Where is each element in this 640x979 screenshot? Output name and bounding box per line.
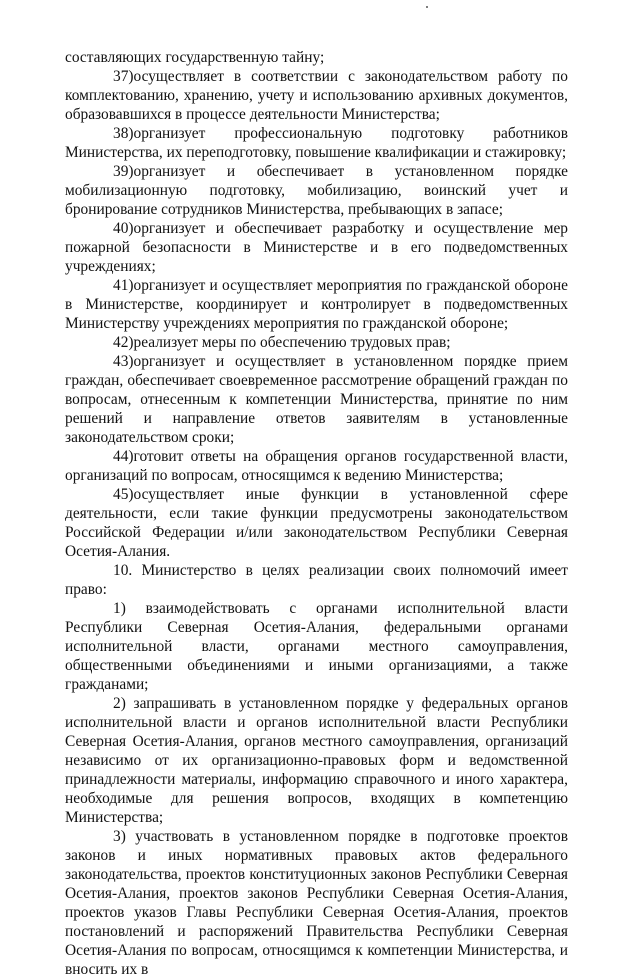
- paragraph-item-40: 40)организует и обеспечивает разработку и осуществление мер пожарной безопасности в Министерстве и в его подведомственных учреждениях;: [65, 220, 568, 275]
- paragraph-item-45: 45)осуществляет иные функции в установленной сфере деятельности, если такие функции предусмотрены законодательством Российской Федерации и/или законодательством Республики Северная Осетия-Алания.: [65, 486, 568, 560]
- paragraph-item-39: 39)организует и обеспечивает в установленном порядке мобилизационную подготовку, мобилизацию, воинский учет и бронирование сотрудников Министерства, пребывающих в запасе;: [65, 163, 568, 218]
- paragraph-item-42: 42)реализует меры по обеспечению трудовых прав;: [113, 334, 451, 351]
- document-body: [65, 48, 568, 979]
- right-item-3: 3) участвовать в установленном порядке в подготовке проектов законов и иных нормативных правовых актов федерального законодательства, проектов конституционных законов Республики Северная Осетия-Алания, проектов законов Республики Северная Осетия-Алания, проектов указов Главы Республики Северная Осетия-Алания, проектов постановлений и распоряжений Правительства Республики Северная Осетия-Алания по вопросам, относящимся к компетенции Министерства, и вносить их в: [65, 828, 568, 978]
- paragraph-continuation: составляющих государственную тайну;: [65, 49, 325, 66]
- paragraph-item-41: 41)организует и осуществляет мероприятия по гражданской обороне в Министерстве, координирует и контролирует в подведомственных Министерству учреждениях мероприятия по гражданской обороне;: [65, 277, 568, 332]
- right-item-1: 1) взаимодействовать с органами исполнительной власти Республики Северная Осетия-Алания, федеральными органами исполнительной власти, органами местного самоуправления, общественными объединениями и иными организациями, а также гражданами;: [65, 600, 568, 693]
- paragraph-item-44: 44)готовит ответы на обращения органов государственной власти, организаций по вопросам, относящимся к ведению Министерства;: [65, 448, 568, 484]
- section-10-heading: 10. Министерство в целях реализации своих полномочий имеет право:: [65, 562, 568, 598]
- paragraph-item-37: 37)осуществляет в соответствии с законодательством работу по комплектованию, хранению, учету и использованию архивных документов, образовавшихся в процессе деятельности Министерства;: [65, 68, 568, 123]
- paragraph-item-43: 43)организует и осуществляет в установленном порядке прием граждан, обеспечивает своевременное рассмотрение обращений граждан по вопросам, отнесенным к компетенции Министерства, принятие по ним решений и направление ответов заявителям в установленные законодательством сроки;: [65, 353, 568, 446]
- right-item-2: 2) запрашивать в установленном порядке у федеральных органов исполнительной власти и органов исполнительной власти Республики Северная Осетия-Алания, органов местного самоуправления, организаций независимо от их организационно-правовых форм и ведомственной принадлежности материалы, информацию справочного и иного характера, необходимые для решения вопросов, входящих в компетенцию Министерства;: [65, 695, 568, 826]
- paragraph-item-38: 38)организует профессиональную подготовку работников Министерства, их переподготовку, повышение квалификации и стажировку;: [65, 125, 568, 161]
- scan-dot-mark: [426, 6, 428, 8]
